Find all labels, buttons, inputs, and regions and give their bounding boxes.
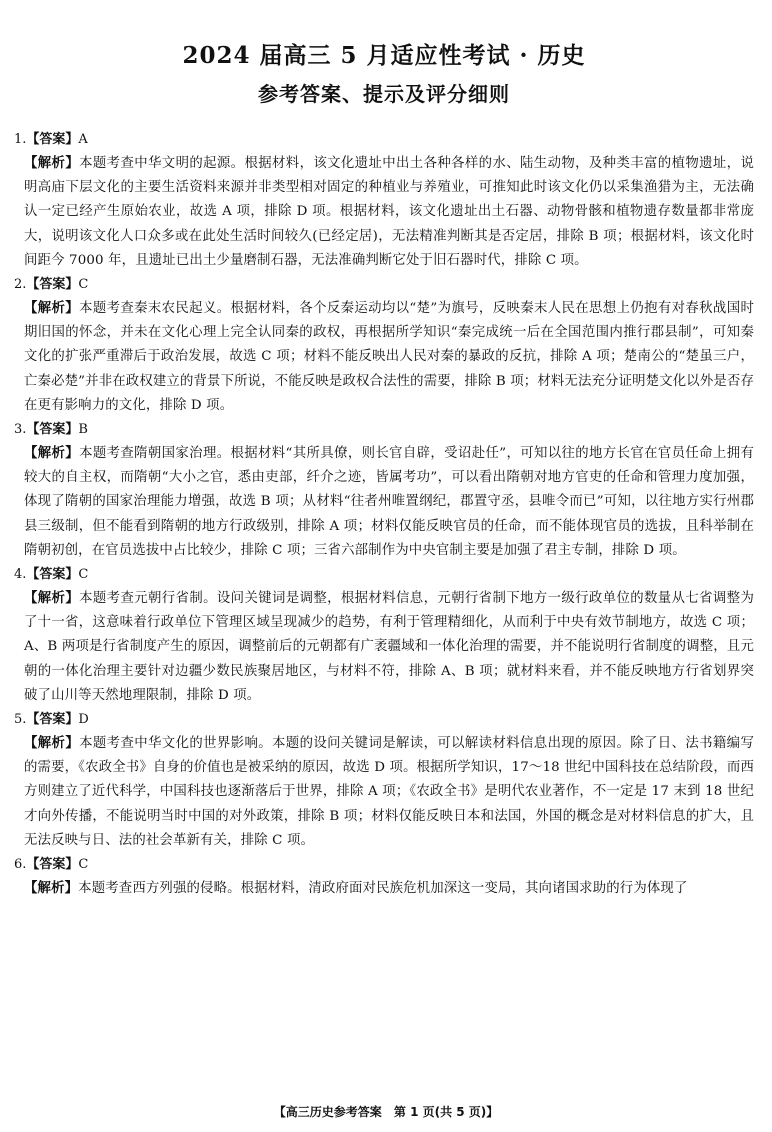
answer-line [14,853,754,877]
answer-value: A [78,132,88,147]
answer-line [14,708,754,732]
explanation-label: 【解析】 [24,736,80,752]
explanation-paragraph [14,877,754,901]
answer-value: D [78,712,89,728]
explanation-paragraph [14,587,754,708]
question-number: 1. [14,132,27,147]
answer-label: 【答案】 [26,712,79,728]
answer-label: 【答案】 [26,277,79,293]
answer-label: 【答案】 [26,422,79,438]
explanation-paragraph [14,732,754,853]
explanation-label: 【解析】 [24,301,80,317]
page-subtitle: 参考答案、提示及评分细则 [258,82,510,106]
answer-value: B [78,422,88,438]
explanation-label: 【解析】 [24,156,80,171]
page-title: 2024 届高三 5 月适应性考试 · 历史 [182,42,586,69]
explanation-label: 【解析】 [24,591,80,607]
explanation-label: 【解析】 [24,446,80,462]
question-number: 5. [14,712,27,728]
explanation-text: 本题考查秦末农民起义。根据材料，各个反秦运动均以“楚”为旗号，反映秦末人民在思想上仍抱有对春秋战国时期旧国的怀念，并未在文化心理上完全认同秦的政权，再根据所学知识“秦完成统一后在全国范围内推行郡县制”，可知秦文化的扩张严重滞后于政治发展，故选 C 项；材料不能反映出人民对秦的暴政的反抗，排除 A 项；楚南公的“楚虽三户，亡秦必楚”并非在政权建立的背景下所说，不能反映是政权合法性的需要，排除 B 项；材料无法充分证明楚文化以外是否存在更有影响力的文化，排除 D 项。 [24,301,754,413]
answer-value: C [78,857,89,873]
explanation-label: 【解析】 [24,881,79,897]
question-number: 3. [14,422,27,438]
footer-title: 【高三历史参考答案 [273,1105,382,1119]
question-block [14,853,754,901]
answer-label: 【答案】 [26,567,79,583]
explanation-text: 本题考查元朝行省制。设问关键词是调整，根据材料信息，元朝行省制下地方一级行政单位的数量从七省调整为了十一省，这意味着行政单位下管理区域呈现减少的趋势，有利于管理精细化，从而利于中央有效节制地方，故选 C 项；A、B 两项是行省制度产生的原因，调整前后的元朝都有广袤疆域和一体化治理的需要，并不能说明行省制度的调整，且元朝的一体化治理主要针对边疆少数民族聚居地区，与材料不符，排除 A、B 项；就材料来看，并不能反映地方行省划界突破了山川等天然地理限制，排除 D 项。 [24,591,754,703]
answers-list [14,128,754,901]
explanation-text: 本题考查西方列强的侵略。根据材料，清政府面对民族危机加深这一变局，其向诸国求助的行为体现了 [78,881,688,897]
footer-page-number: 第 1 页(共 5 页)】 [393,1105,499,1119]
answer-line [14,273,754,297]
answer-line [14,418,754,442]
question-number: 6. [14,857,27,873]
answer-value: C [78,277,89,293]
question-number: 2. [14,277,27,293]
answer-label: 【答案】 [26,132,79,147]
answer-value: C [78,567,89,583]
answer-line [14,128,754,152]
page-footer [0,1104,772,1120]
explanation-text: 本题考查中华文明的起源。根据材料，该文化遗址中出土各种各样的水、陆生动物，及种类丰富的植物遗址，说明高庙下层文化的主要生活资料来源并非类型相对固定的种植业与养殖业，可推知此时该文化仍以采集渔猎为主，无法确认一定已经产生原始农业，故选 A 项，排除 D 项。根据材料，该文化遗址出土石器、动物骨骸和植物遗存数量都非常庞大，说明该文化人口众多或在此处生活时间较久(已经定居)，无法精准判断其是否定居，排除 B 项；根据材料，该文化时间距今 7000 年，且遗址已出土少量磨制石器，无法准确判断它处于旧石器时代，排除 C 项。 [24,156,754,268]
explanation-text: 本题考查隋朝国家治理。根据材料“其所具僚，则长官自辟，受诏赴任”，可知以往的地方长官在官员任命上拥有较大的自主权，而隋朝“大小之官，悉由吏部，纤介之迹，皆属考功”，可以看出隋朝对地方官吏的任命和管理力度加强，体现了隋朝的国家治理能力增强，故选 B 项；从材料“往者州唯置纲纪，郡置守丞，县唯令而已”可知，以往地方实行州郡县三级制，但不能看到隋朝的地方行政级别，排除 A 项；材料仅能反映官员的任命，而不能体现官员的选拔，且科举制在隋朝初创，在官员选拔中占比较少，排除 C 项；三省六部制作为中央官制主要是加强了君主专制，排除 D 项。 [24,446,754,558]
answer-label: 【答案】 [26,857,79,873]
explanation-paragraph [14,442,754,563]
question-block [14,708,754,853]
question-block [14,418,754,563]
explanation-paragraph [14,152,754,273]
answer-line [14,563,754,587]
question-block [14,563,754,708]
explanation-paragraph [14,297,754,418]
question-block [14,273,754,418]
question-block [14,128,754,273]
explanation-text: 本题考查中华文化的世界影响。本题的设问关键词是解读，可以解读材料信息出现的原因。除了日、法书籍编写的需要，《农政全书》自身的价值也是被采纳的原因，故选 D 项。根据所学知识，17～18 世纪中国科技在总结阶段，而西方则建立了近代科学，中国科技也逐渐落后于世界，排除 A 项；《农政全书》是明代农业著作，不一定是 17 末到 18 世纪才向外传播，不能说明当时中国的对外政策，排除 B 项；材料仅能反映日本和法国，外国的概念是对材料信息的扩大，且无法反映与日、法的社会革新有关，排除 C 项。 [24,736,754,848]
question-number: 4. [14,567,27,583]
